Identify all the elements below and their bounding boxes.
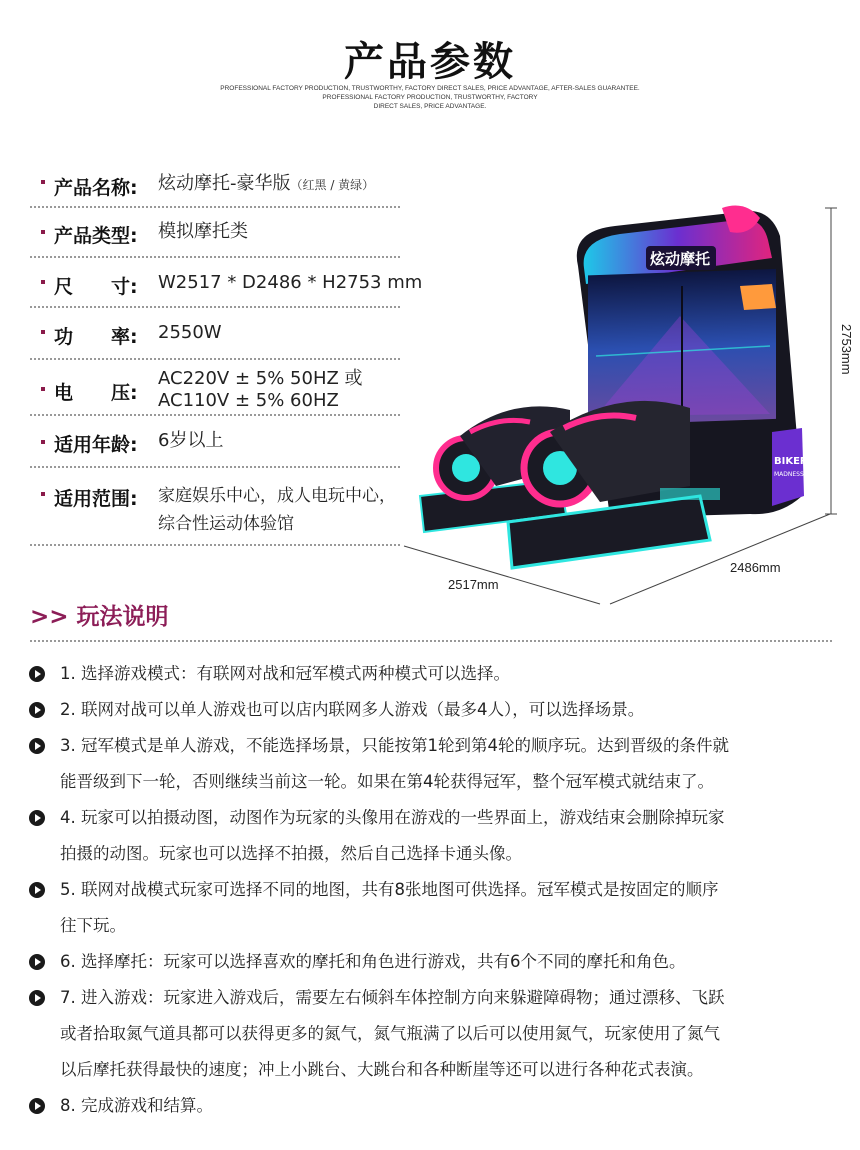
list-item-line: 拍摄的动图。玩家也可以选择不拍摄，然后自己选择卡通头像。	[60, 844, 522, 863]
list-item-line: 7. 进入游戏：玩家进入游戏后，需要左右倾斜车体控制方向来躲避障碍物；通过漂移、飞跃	[60, 988, 725, 1007]
list-item-line: 1. 选择游戏模式：有联网对战和冠军模式两种模式可以选择。	[60, 664, 510, 683]
spec-row-size	[30, 258, 423, 308]
gameplay-heading: >> 玩法说明	[30, 604, 169, 630]
play-circle-icon	[29, 1098, 45, 1114]
dimension-width-label: 2517mm	[448, 577, 499, 592]
list-item	[28, 800, 838, 872]
play-circle-icon	[29, 810, 45, 826]
list-item-line: 能晋级到下一轮，否则继续当前这一轮。如果在第4轮获得冠军，整个冠军模式就结束了。	[60, 772, 714, 791]
bullet-icon	[41, 440, 45, 444]
spec-table	[30, 160, 423, 546]
spec-value-line: 综合性运动体验馆	[158, 514, 294, 534]
machine-side-text: BIKERS	[774, 456, 815, 467]
subtitle-line: PROFESSIONAL FACTORY PRODUCTION, TRUSTWORTHY, FACTORY DIRECT SALES, PRICE ADVANTAGE, AFTER-SALES GUARANTEE.	[220, 85, 640, 92]
spec-value: W2517 * D2486 * H2753 mm	[158, 272, 423, 293]
list-item-line: 3. 冠军模式是单人游戏，不能选择场景，只能按第1轮到第4轮的顺序玩。达到晋级的条件就	[60, 736, 729, 755]
spec-row-voltage	[30, 360, 400, 416]
spec-value-line: 家庭娱乐中心，成人电玩中心，	[158, 486, 396, 506]
list-item-line: 8. 完成游戏和结算。	[60, 1096, 213, 1115]
list-item	[28, 944, 838, 980]
machine-side-subtext: MADNESS	[774, 471, 804, 478]
list-item-line: 4. 玩家可以拍摄动图，动图作为玩家的头像用在游戏的一些界面上，游戏结束会删除掉玩家	[60, 808, 725, 827]
spec-value: 2550W	[158, 322, 222, 343]
list-item	[28, 656, 838, 692]
spec-row-age	[30, 416, 400, 468]
bullet-icon	[41, 230, 45, 234]
list-item	[28, 872, 838, 944]
bullet-icon	[41, 330, 45, 334]
spec-value	[158, 482, 396, 538]
arcade-machine-illustration	[400, 196, 860, 616]
list-item-line: 往下玩。	[60, 916, 126, 935]
play-circle-icon	[29, 882, 45, 898]
list-item-line: 或者拾取氮气道具都可以获得更多的氮气，氮气瓶满了以后可以使用氮气，玩家使用了氮气	[60, 1024, 720, 1043]
bullet-icon	[41, 387, 45, 391]
play-circle-icon	[29, 954, 45, 970]
spec-label: 功 率:	[54, 326, 138, 348]
list-item	[28, 980, 838, 1088]
spec-row-product-type	[30, 208, 400, 258]
spec-value-line: AC110V ± 5% 60HZ	[158, 390, 339, 411]
spec-value	[158, 173, 374, 196]
list-item-line: 2. 联网对战可以单人游戏也可以店内联网多人游戏（最多4人），可以选择场景。	[60, 700, 645, 719]
bullet-icon	[41, 280, 45, 284]
spec-label: 电 压:	[54, 382, 138, 404]
spec-value	[158, 368, 363, 412]
list-item	[28, 1088, 838, 1124]
list-item-line: 5. 联网对战模式玩家可选择不同的地图，共有8张地图可供选择。冠军模式是按固定的顺序	[60, 880, 719, 899]
play-circle-icon	[29, 702, 45, 718]
page-title: 产品参数	[344, 39, 516, 85]
spec-label: 产品类型:	[54, 225, 138, 247]
list-item	[28, 692, 838, 728]
dimension-height-label: 2753mm	[839, 324, 854, 375]
spec-note: （红黑 / 黄绿）	[290, 178, 375, 192]
spec-label: 适用年龄:	[54, 434, 138, 456]
gameplay-list	[28, 656, 838, 1124]
spec-value: 6岁以上	[158, 430, 224, 451]
subtitle-line: PROFESSIONAL FACTORY PRODUCTION, TRUSTWORTHY, FACTORY	[322, 94, 538, 101]
subtitle-line: DIRECT SALES, PRICE ADVANTAGE.	[373, 103, 487, 110]
spec-row-product-name	[30, 160, 400, 208]
list-item-line: 6. 选择摩托：玩家可以选择喜欢的摩托和角色进行游戏，共有6个不同的摩托和角色。	[60, 952, 686, 971]
dimension-depth-label: 2486mm	[730, 560, 781, 575]
bullet-icon	[41, 180, 45, 184]
list-item	[28, 728, 838, 800]
play-circle-icon	[29, 666, 45, 682]
list-item-line: 以后摩托获得最快的速度；冲上小跳台、大跳台和各种断崖等还可以进行各种花式表演。	[60, 1060, 704, 1079]
section-divider	[30, 640, 832, 642]
machine-logo: 炫动摩托	[650, 250, 711, 268]
spec-value-text: 炫动摩托-豪华版	[158, 173, 291, 194]
spec-value-line: AC220V ± 5% 50HZ 或	[158, 368, 363, 389]
spec-label: 适用范围:	[54, 488, 138, 510]
play-circle-icon	[29, 738, 45, 754]
spec-row-power	[30, 308, 400, 360]
spec-label: 尺 寸:	[54, 276, 138, 298]
play-circle-icon	[29, 990, 45, 1006]
page-subtitle	[180, 84, 680, 111]
spec-label: 产品名称:	[54, 177, 138, 199]
spec-row-scope	[30, 468, 400, 546]
spec-value: 模拟摩托类	[158, 221, 248, 242]
bullet-icon	[41, 492, 45, 496]
